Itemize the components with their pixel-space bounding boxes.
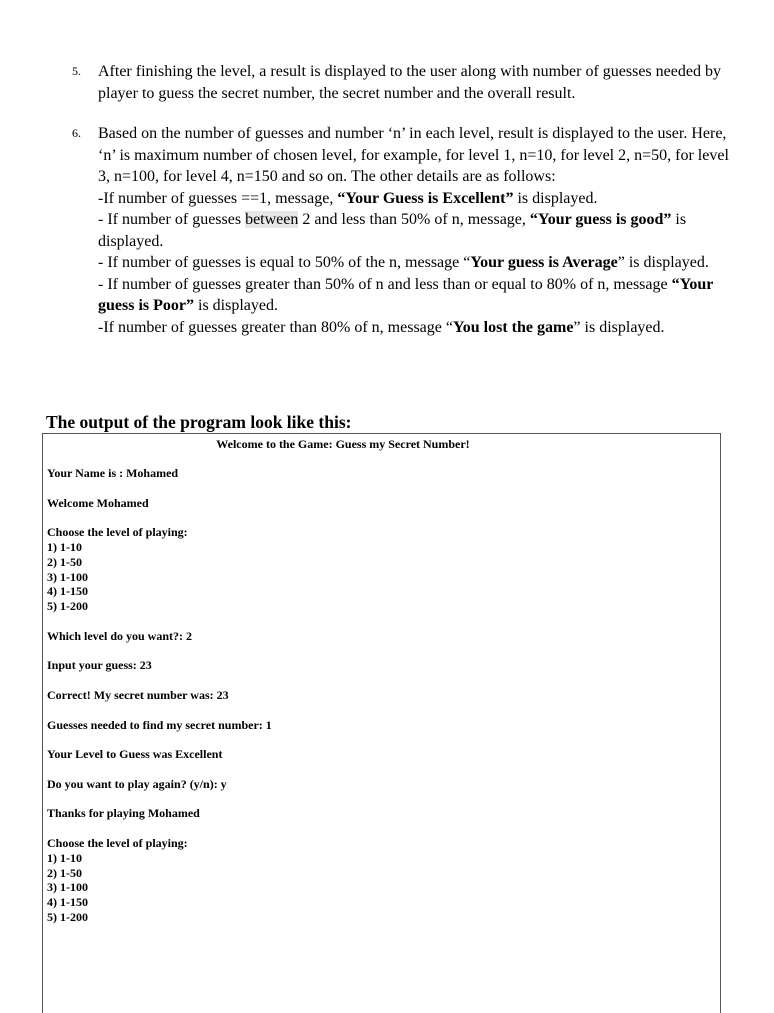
console-line: Welcome Mohamed: [47, 495, 149, 510]
console-line: 1) 1-10: [47, 850, 82, 865]
console-line: 5) 1-200: [47, 909, 88, 924]
blank-line: [47, 614, 272, 629]
rule-poor: - If number of guesses greater than 50% of n and less than or equal to 80% of n, message “Your guess is Poor” is displayed.: [98, 275, 714, 314]
blank-line: [47, 644, 272, 659]
console-line: Your Level to Guess was Excellent: [47, 747, 223, 762]
rule-lost: -If number of guesses greater than 80% of n, message “You lost the game” is displayed.: [98, 318, 665, 336]
blank-line: [47, 792, 272, 807]
console-line: Guesses needed to find my secret number: 1: [47, 717, 272, 732]
console-line: Thanks for playing Mohamed: [47, 806, 200, 821]
console-line: Input your guess: 23: [47, 658, 152, 673]
console-line: 2) 1-50: [47, 554, 82, 569]
console-line: 3) 1-100: [47, 880, 88, 895]
console-line: Choose the level of playing:: [47, 525, 188, 540]
blank-line: [47, 703, 272, 718]
list-item-text: After finishing the level, a result is displayed to the user along with number of guesses needed by player to guess the secret number, the secret number and the overall result.: [98, 63, 721, 102]
blank-line: [47, 821, 272, 836]
console-title: Welcome to the Game: Guess my Secret Number!: [216, 437, 470, 451]
list-item-5: [72, 61, 732, 104]
blank-line: [47, 673, 272, 688]
list-number: 5.: [72, 64, 81, 78]
rule-good: - If number of guesses between 2 and less than 50% of n, message, “Your guess is good” is displayed.: [98, 211, 687, 250]
list-item-intro: Based on the number of guesses and number ‘n’ in each level, result is displayed to the user. Here, ‘n’ is maximum number of chosen level, for example, for level 1, n=10, for level 2, n=50, for level 3, n=100, for level 4, n=150 and so on. The other details are as follows:: [98, 125, 729, 185]
console-line: Choose the level of playing:: [47, 835, 188, 850]
console-line: 4) 1-150: [47, 584, 88, 599]
section-title: The output of the program look like this:: [46, 412, 352, 432]
console-line: 5) 1-200: [47, 599, 88, 614]
console-line: Your Name is : Mohamed: [47, 466, 179, 480]
highlighted-word: between: [245, 211, 299, 228]
list-number: 6.: [72, 126, 81, 140]
console-line: 2) 1-50: [47, 865, 82, 880]
rule-excellent: -If number of guesses ==1, message, “Your Guess is Excellent” is displayed.: [98, 189, 598, 207]
console-line: 1) 1-10: [47, 539, 82, 554]
console-line: 3) 1-100: [47, 569, 88, 584]
list-item-6: [72, 123, 732, 338]
console-line: Which level do you want?: 2: [47, 628, 193, 643]
console-line: Correct! My secret number was: 23: [47, 687, 229, 702]
rule-average: - If number of guesses is equal to 50% of the n, message “Your guess is Average” is displayed.: [98, 254, 709, 271]
blank-line: [47, 762, 272, 777]
blank-line: [47, 732, 272, 747]
console-output-box: [42, 433, 721, 1013]
console-line: 4) 1-150: [47, 895, 88, 910]
console-line: Do you want to play again? (y/n): y: [47, 776, 227, 791]
blank-line: [47, 481, 272, 496]
blank-line: [47, 510, 272, 525]
console-lines: [47, 466, 272, 925]
